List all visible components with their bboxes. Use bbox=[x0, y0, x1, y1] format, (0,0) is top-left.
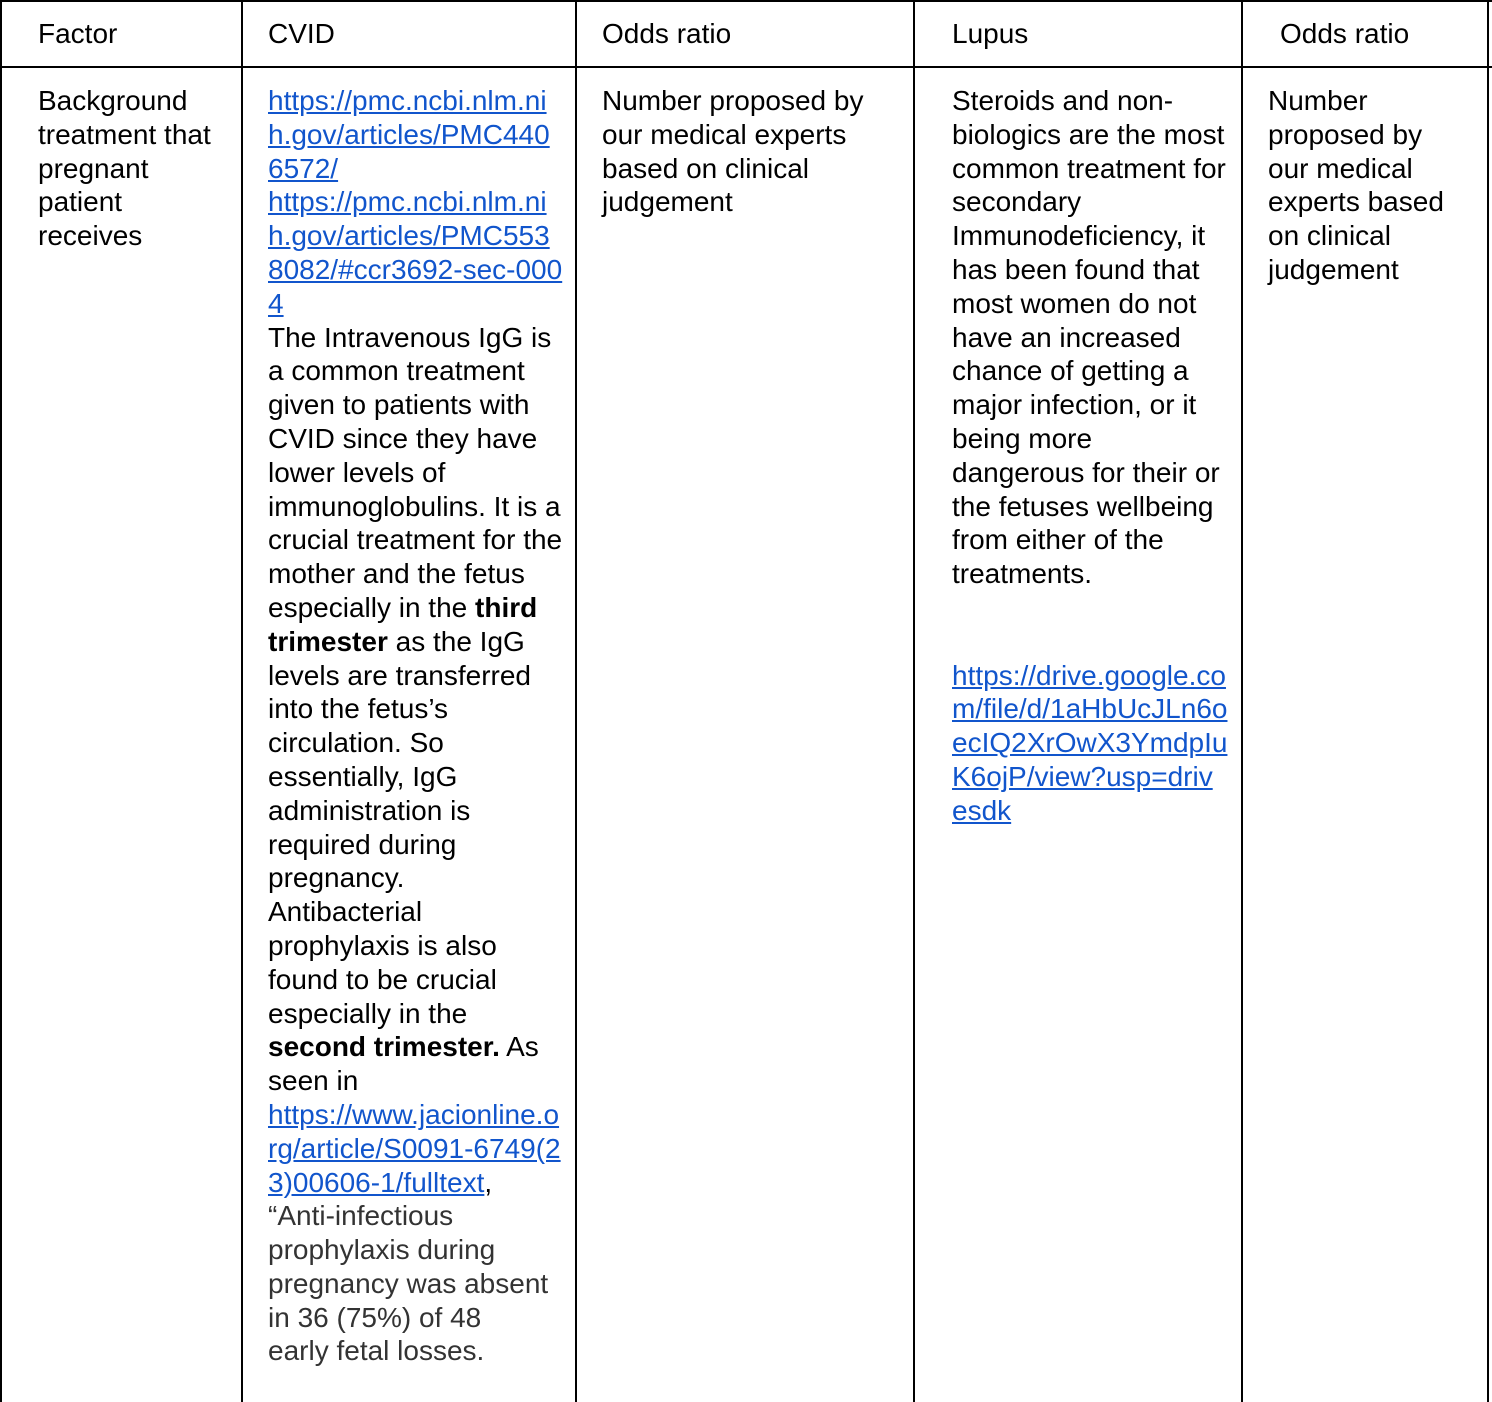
column-divider-3 bbox=[913, 0, 915, 1402]
table-border-header-divider bbox=[0, 66, 1492, 68]
header-cvid: CVID bbox=[268, 18, 335, 49]
lupus-treatment-text: Steroids and non-biologics are the most common treatment for secondary Immunodeficiency, it has been found that most women do not have an increased chance of getting a major infection, or it being more dangerous for their or the fetuses wellbeing from either of the treatments. bbox=[952, 85, 1226, 590]
cvid-link-pmc4406572[interactable]: https://pmc.ncbi.nlm.nih.gov/articles/PMC4406572/ bbox=[268, 85, 550, 184]
cvid-quote bbox=[268, 1199, 564, 1368]
header-odds-ratio-2: Odds ratio bbox=[1280, 18, 1410, 49]
lupus-blank-line bbox=[952, 625, 1228, 659]
cell-odds-ratio-2: Number proposed by our medical experts based on clinical judgement bbox=[1268, 85, 1444, 285]
lupus-link-google-drive[interactable]: https://drive.google.com/file/d/1aHbUcJLn6oecIQ2XrOwX3YmdpIuK6ojP/view?usp=drivesdk bbox=[952, 659, 1228, 826]
lupus-blank-line bbox=[952, 591, 1228, 625]
header-lupus: Lupus bbox=[952, 18, 1029, 49]
table-border-right bbox=[1487, 0, 1489, 1402]
column-divider-4 bbox=[1241, 0, 1243, 1402]
table-border-top bbox=[0, 0, 1492, 2]
header-factor: Factor bbox=[38, 18, 118, 49]
header-odds-ratio-1: Odds ratio bbox=[602, 18, 732, 49]
cell-cvid bbox=[268, 84, 564, 1368]
third-trimester-emphasis: third trimester bbox=[268, 591, 538, 657]
cvid-quote-line: early fetal losses. bbox=[268, 1335, 485, 1367]
cell-lupus bbox=[952, 84, 1228, 828]
cvid-quote-line: in 36 (75%) of 48 bbox=[268, 1301, 482, 1333]
cvid-quote-line: pregnancy was absent bbox=[268, 1267, 549, 1299]
cvid-link-pmc5538082[interactable]: https://pmc.ncbi.nlm.nih.gov/articles/PMC5538082/#ccr3692-sec-0004 bbox=[268, 186, 563, 319]
cvid-quote-line: prophylaxis during bbox=[268, 1234, 496, 1266]
column-divider-2 bbox=[575, 0, 577, 1402]
cell-factor: Background treatment that pregnant patient receives bbox=[38, 85, 211, 252]
table-border-left bbox=[0, 0, 2, 1402]
cvid-ivig-paragraph: The Intravenous IgG is a common treatment given to patients with CVID since they have lower levels of immunoglobulins. It is a crucial treatment for the mother and the fetus especially in the third trimester as the IgG levels are transferred into the fetus’s circulation. So essentially, IgG administration is required during pregnancy. bbox=[268, 321, 563, 894]
cvid-quote-line: “Anti-infectious bbox=[268, 1200, 454, 1232]
cvid-link-jacionline[interactable]: https://www.jacionline.org/article/S0091-6749(23)00606-1/fulltext bbox=[268, 1098, 561, 1198]
cell-odds-ratio-1: Number proposed by our medical experts based on clinical judgement bbox=[602, 85, 864, 218]
cvid-jaci-citation: https://www.jacionline.org/article/S0091-6749(23)00606-1/fulltext, bbox=[268, 1098, 561, 1198]
second-trimester-emphasis: second trimester. bbox=[268, 1031, 500, 1063]
column-divider-1 bbox=[241, 0, 243, 1402]
cvid-prophylaxis-paragraph: Antibacterial prophylaxis is also found to be crucial especially in the second trimester. As seen in bbox=[268, 896, 539, 1097]
